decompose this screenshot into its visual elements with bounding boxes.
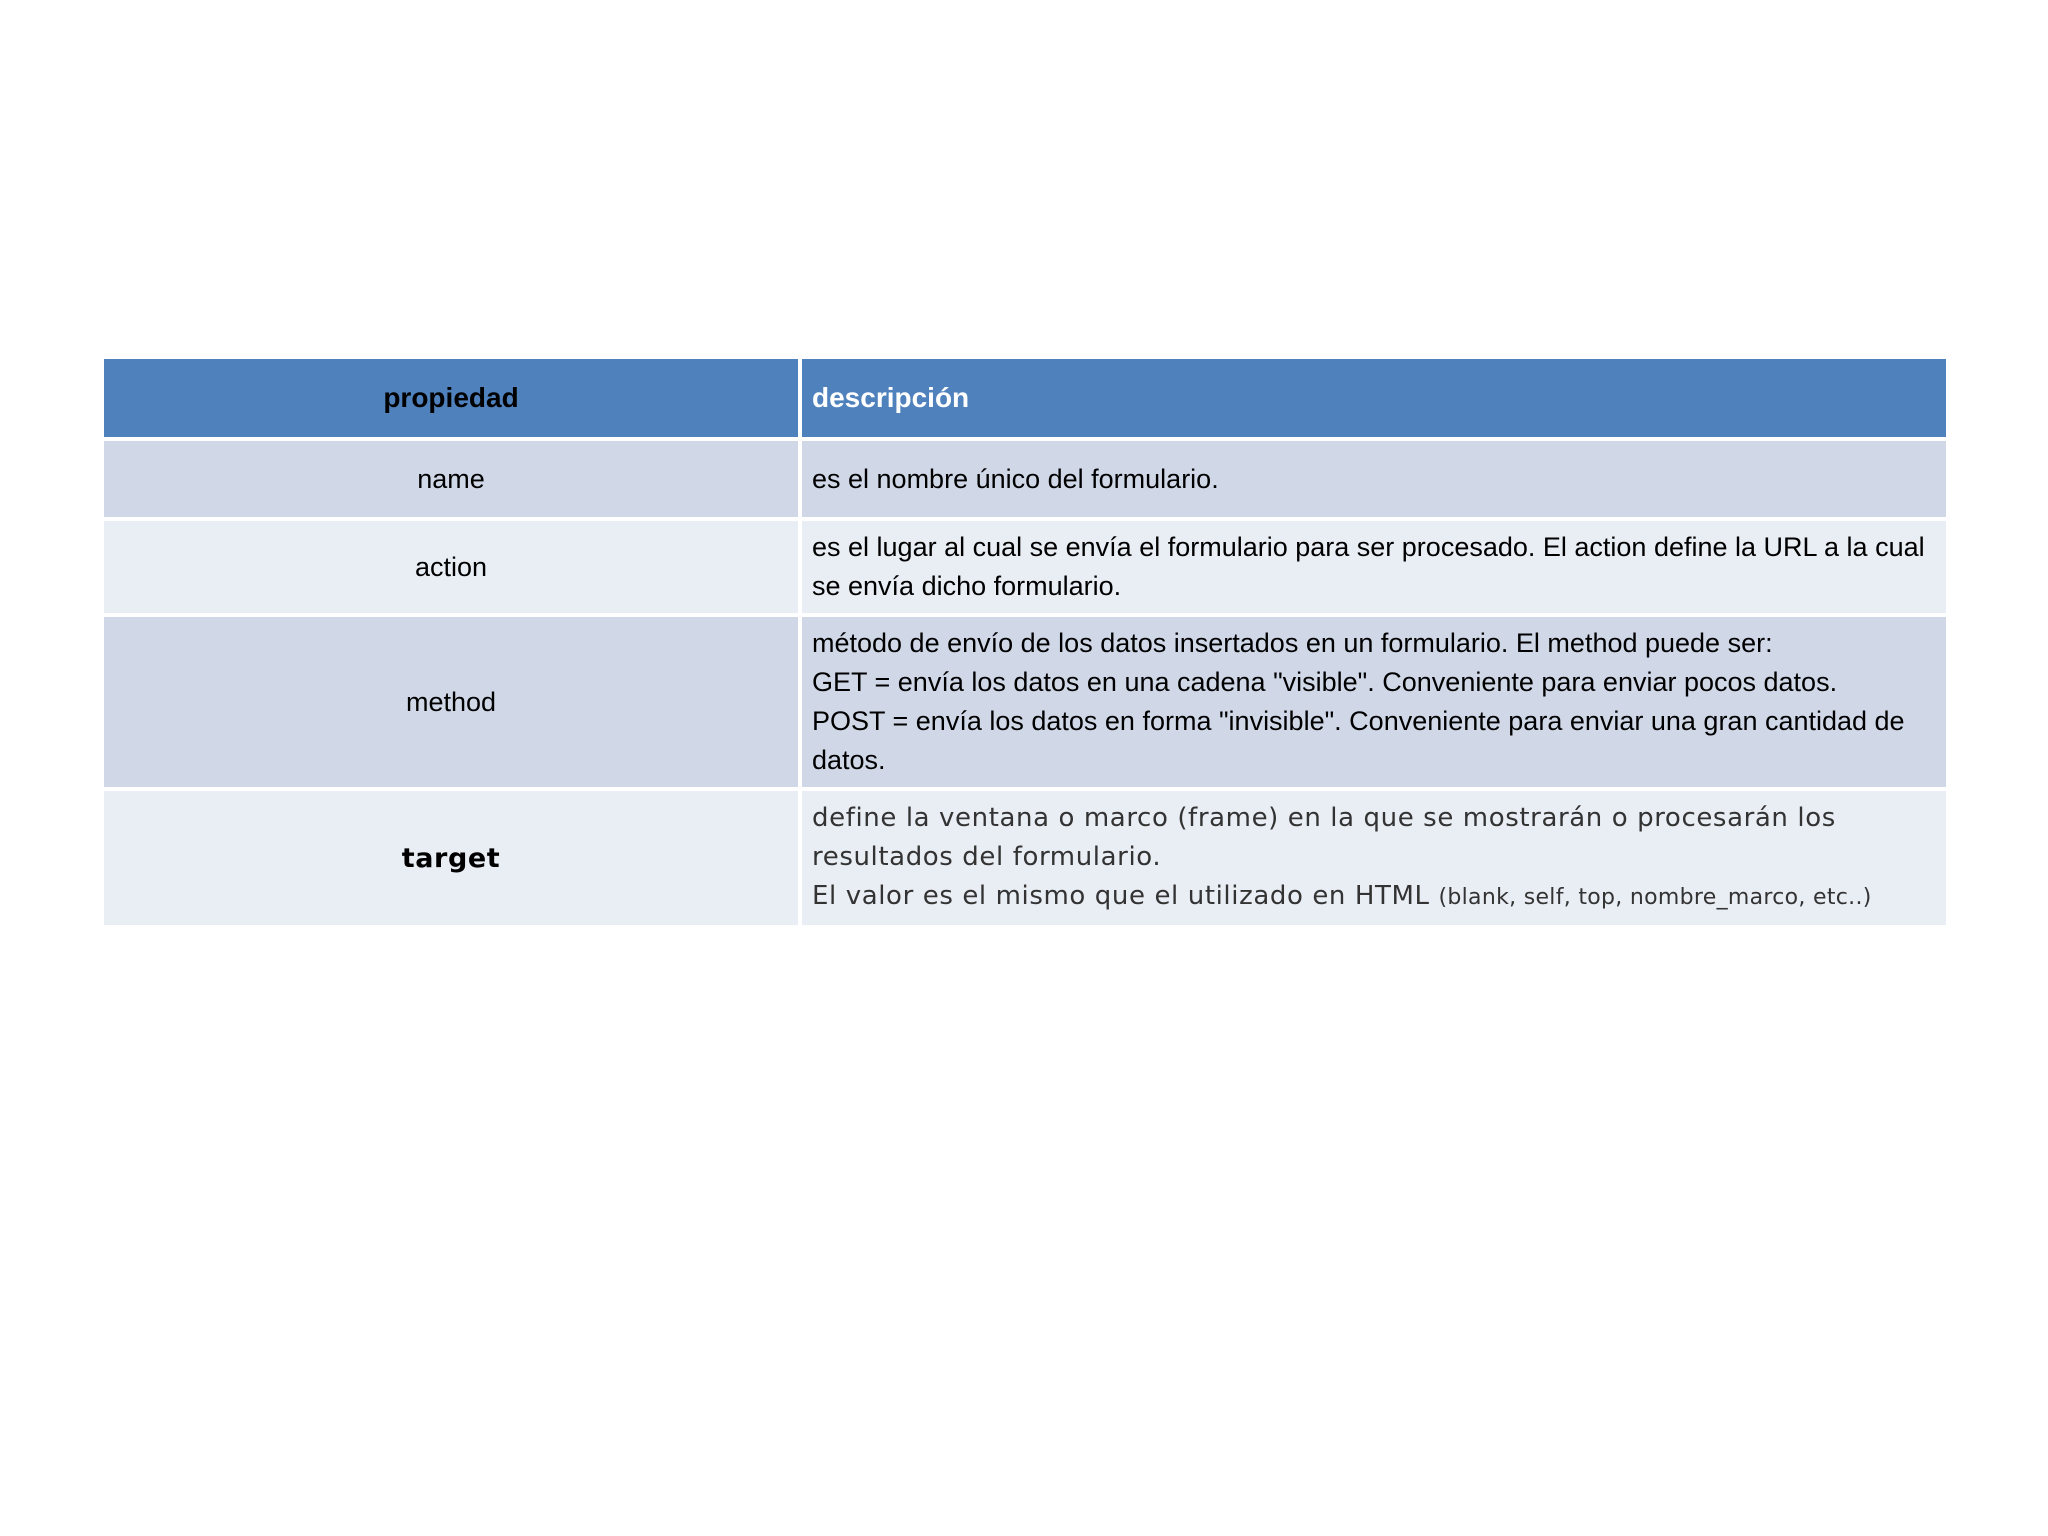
description-cell (802, 521, 1946, 613)
table-header-row (104, 359, 1946, 437)
description-text-post: POST = envía los datos en forma "invisible". Conveniente para enviar una gran cantidad de datos. (812, 706, 1905, 775)
description-text: define la ventana o marco (frame) en la que se mostrarán o procesarán los resultados del formulario. (812, 803, 1836, 872)
properties-table (104, 359, 1946, 925)
table-row (104, 521, 1946, 613)
description-text: es el lugar al cual se envía el formulario para ser procesado. El action define la URL a la cual se envía dicho formulario. (812, 532, 1925, 601)
description-text-get: GET = envía los datos en una cadena "visible". Conveniente para enviar pocos datos. (812, 667, 1838, 697)
table-row (104, 791, 1946, 925)
description-text: es el nombre único del formulario. (812, 463, 1219, 494)
description-text: método de envío de los datos insertados en un formulario. El method puede ser: (812, 628, 1773, 658)
property-method: method (104, 617, 798, 787)
property-action: action (104, 521, 798, 613)
property-name: name (104, 441, 798, 517)
header-description: descripción (802, 359, 1946, 437)
description-cell (802, 617, 1946, 787)
description-cell (802, 441, 1946, 517)
description-cell (802, 791, 1946, 925)
description-text-value (812, 877, 1928, 917)
description-note: (blank, self, top, nombre_marco, etc..) (1438, 885, 1872, 910)
table-row (104, 617, 1946, 787)
description-value-text: El valor es el mismo que el utilizado en HTML (812, 881, 1439, 911)
header-property: propiedad (104, 359, 798, 437)
property-target: target (104, 791, 798, 925)
table-row (104, 441, 1946, 517)
